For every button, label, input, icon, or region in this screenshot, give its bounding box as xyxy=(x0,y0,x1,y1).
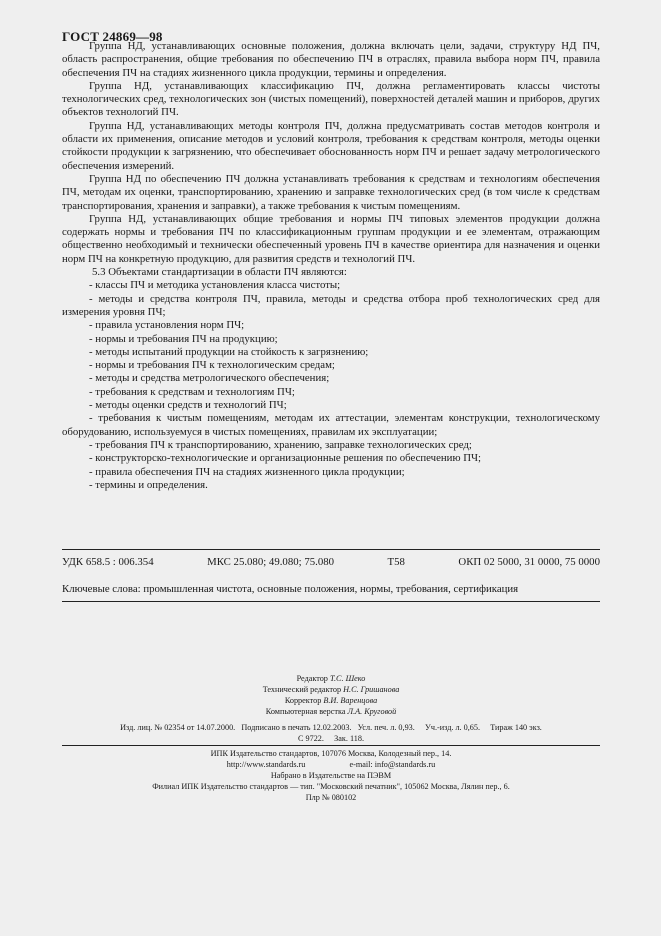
list-item: - термины и определения. xyxy=(89,478,208,491)
publisher-block xyxy=(62,748,600,803)
list-item: - правила установления норм ПЧ; xyxy=(89,319,245,332)
keywords: Ключевые слова: промышленная чистота, основные положения, нормы, требования, сертификация xyxy=(62,583,519,595)
list-item: - требования к чистым помещениям, методам их аттестации, элементам конструкции, технологическому оборудованию, используемуся в чистых помещениях, правилам их эксплуатации; xyxy=(62,412,600,438)
publisher-website: http://www.standards.ru xyxy=(226,760,306,769)
credit-tech-editor: Технический редактор Н.С. Гришанова xyxy=(262,685,400,694)
paragraph: Группа НД, устанавливающих основные положения, должна включать цели, задачи, структуру НД ПЧ, область распространения, общие требования по обеспечению ПЧ в отраслях, правила выбора норм ПЧ, правила обеспечения ПЧ на стадиях жизненного цикла продукции, термины и определения. xyxy=(62,40,600,79)
publisher-branch: Филиал ИПК Издательство стандартов — тип. "Московский печатник", 105062 Москва, Лялин пер., 6. xyxy=(152,782,510,791)
publisher-typeset: Набрано в Издательстве на ПЭВМ xyxy=(270,771,392,780)
mks-code: МКС 25.080; 49.080; 75.080 xyxy=(207,556,335,568)
publisher-license: Плр № 080102 xyxy=(305,793,357,802)
classification-row xyxy=(62,556,600,568)
credits-block xyxy=(62,673,600,717)
list-item: - классы ПЧ и методика установления класса чистоты; xyxy=(89,279,341,292)
credit-corrector: Корректор В.И. Варенцова xyxy=(284,696,378,705)
list-item: - методы оценки средств и технологий ПЧ; xyxy=(89,399,287,412)
udk-code: УДК 658.5 : 006.354 xyxy=(62,556,154,568)
list-item: - методы и средства контроля ПЧ, правила, методы и средства отбора проб технологических сред для измерения уровня ПЧ; xyxy=(62,292,600,318)
list-item: - требования ПЧ к транспортированию, хранению, заправке технологических сред; xyxy=(89,438,472,451)
edition-line: Изд. лиц. № 02354 от 14.07.2000. Подписано в печать 12.02.2003. Усл. печ. л. 0,93. Уч.-изд. л. 0,65. Тираж 140 экз. xyxy=(120,723,542,732)
list-item: - требования к средствам и технологиям ПЧ; xyxy=(89,385,295,398)
list-item: - методы и средства метрологического обеспечения; xyxy=(89,372,330,385)
divider xyxy=(62,601,600,602)
edition-info xyxy=(62,722,600,744)
t-code: Т58 xyxy=(387,556,405,568)
list-item: - конструкторско-технологические и организационные решения по обеспечению ПЧ; xyxy=(89,452,482,465)
list-item: - правила обеспечения ПЧ на стадиях жизненного цикла продукции; xyxy=(89,465,405,478)
divider xyxy=(62,549,600,550)
publisher-email: e-mail: info@standards.ru xyxy=(349,760,436,769)
credit-editor: Редактор Т.С. Шеко xyxy=(296,674,366,683)
paragraph: Группа НД по обеспечению ПЧ должна устанавливать требования к средствам и технологиям обеспечения ПЧ, методам их оценки, транспортированию, хранению и заправке технологических сред (в том числе к средствам транспортирования, хранения и заправки), а также требования к чистым помещениям. xyxy=(62,172,600,212)
section-heading: 5.3 Объектами стандартизации в области ПЧ являются: xyxy=(92,266,347,279)
paragraph: Группа НД, устанавливающих классификацию ПЧ, должна регламентировать классы чистоты технологических сред, технологических зон (чистых помещений), поверхностей деталей машин и приборов, других объектов технологий ПЧ. xyxy=(62,79,600,119)
paragraph: Группа НД, устанавливающих методы контроля ПЧ, должна предусматривать состав методов контроля и области их применения, описание методов и условий контроля, требования к средствам контроля, методы оценки стойкости продукции к загрязнению, что обеспечивает обоснованность норм ПЧ и решает задачу метрологического обеспечения измерений. xyxy=(62,119,600,172)
publisher-address: ИПК Издательство стандартов, 107076 Москва, Колодезный пер., 14. xyxy=(210,749,452,758)
okp-code: ОКП 02 5000, 31 0000, 75 0000 xyxy=(458,556,600,568)
page-header: ГОСТ 24869—98 xyxy=(62,29,163,44)
edition-line: С 9722. Зак. 118. xyxy=(298,734,364,743)
list-item: - методы испытаний продукции на стойкость к загрязнению; xyxy=(89,345,369,358)
list-item: - нормы и требования ПЧ к технологическим средам; xyxy=(89,359,335,372)
body-text xyxy=(62,40,600,492)
paragraph: Группа НД, устанавливающих общие требования и нормы ПЧ типовых элементов продукции должна содержать нормы и требования ПЧ по классификационным группам продукции и ее элементам, отражающим общественно необходимый и технически обеспеченный уровень ПЧ в качестве ориентира для назначения и оценки норм ПЧ на конкретную продукцию, для развития средств и технологий ПЧ. xyxy=(62,212,600,265)
divider xyxy=(62,745,600,746)
list-item: - нормы и требования ПЧ на продукцию; xyxy=(89,332,278,345)
publisher-contacts xyxy=(62,759,600,770)
credit-layout: Компьютерная верстка Л.А. Круговой xyxy=(265,707,397,716)
